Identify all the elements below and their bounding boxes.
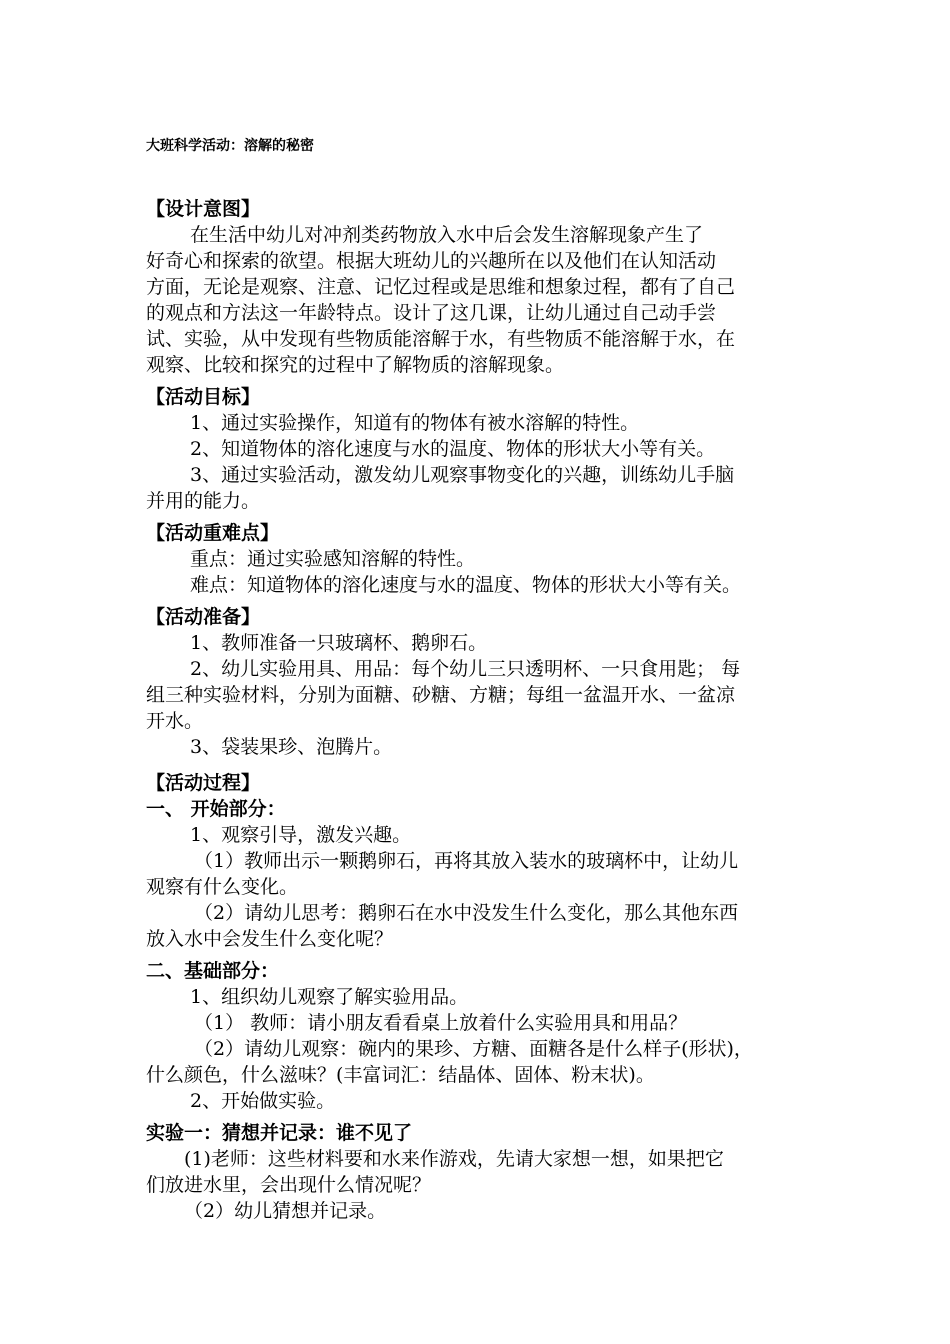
section-heading-prep: 【活动准备】 <box>146 606 261 628</box>
list-item: （2）幼儿猜想并记录。 <box>184 1200 387 1222</box>
list-item: 2、幼儿实验用具、用品：每个幼儿三只透明杯、一只食用匙； 每 <box>190 658 741 680</box>
paragraph-line: 观察、比较和探究的过程中了解物质的溶解现象。 <box>146 354 565 376</box>
list-item-continuation: 开水。 <box>146 710 204 732</box>
list-item: 1、通过实验操作，知道有的物体有被水溶解的特性。 <box>190 412 640 434</box>
section-heading-goals: 【活动目标】 <box>146 386 261 408</box>
list-item-continuation: 组三种实验材料，分别为面糖、砂糖、方糖；每组一盆温开水、一盆凉 <box>146 684 736 706</box>
list-item: 1、组织幼儿观察了解实验用品。 <box>190 986 469 1008</box>
subsection-heading-part2: 二、基础部分： <box>146 960 280 982</box>
list-item: (1)老师：这些材料要和水来作游戏，先请大家想一想，如果把它 <box>184 1148 724 1170</box>
paragraph-line: 好奇心和探索的欲望。根据大班幼儿的兴趣所在以及他们在认知活动 <box>146 250 717 272</box>
paragraph-line: 在生活中幼儿对冲剂类药物放入水中后会发生溶解现象产生了 <box>190 224 704 246</box>
list-item: （1） 教师：请小朋友看看桌上放着什么实验用具和用品？ <box>194 1012 688 1034</box>
list-item: 1、教师准备一只玻璃杯、鹅卵石。 <box>190 632 488 654</box>
list-item-continuation: 并用的能力。 <box>146 490 261 512</box>
paragraph-line: 的观点和方法这一年龄特点。设计了这几课，让幼儿通过自己动手尝 <box>146 302 717 324</box>
list-item: 难点：知道物体的溶化速度与水的温度、物体的形状大小等有关。 <box>190 574 742 596</box>
list-item-continuation: 放入水中会发生什么变化呢？ <box>146 928 394 950</box>
list-item: 1、观察引导，激发兴趣。 <box>190 824 412 846</box>
list-item: 2、开始做实验。 <box>190 1090 336 1112</box>
section-heading-process: 【活动过程】 <box>146 772 261 794</box>
section-heading-design: 【设计意图】 <box>146 198 261 220</box>
list-item: （2）请幼儿思考：鹅卵石在水中没发生什么变化，那么其他东西 <box>194 902 739 924</box>
subsection-heading-exp1: 实验一：猜想并记录：谁不见了 <box>146 1122 413 1144</box>
list-item-continuation: 什么颜色，什么滋味？(丰富词汇：结晶体、固体、粉末状)。 <box>146 1064 655 1086</box>
list-item: （2）请幼儿观察：碗内的果珍、方糖、面糖各是什么样子(形状)， <box>194 1038 753 1060</box>
subsection-heading-part1: 一、 开始部分： <box>146 798 286 820</box>
section-heading-keypoints: 【活动重难点】 <box>146 522 280 544</box>
paragraph-line: 试、实验，从中发现有些物质能溶解于水，有些物质不能溶解于水，在 <box>146 328 736 350</box>
paragraph-line: 方面，无论是观察、注意、记忆过程或是思维和想象过程，都有了自己 <box>146 276 736 298</box>
document-title: 大班科学活动：溶解的秘密 <box>146 138 314 154</box>
list-item: 2、知道物体的溶化速度与水的温度、物体的形状大小等有关。 <box>190 438 716 460</box>
list-item: 3、袋装果珍、泡腾片。 <box>190 736 393 758</box>
list-item-continuation: 们放进水里，会出现什么情况呢？ <box>146 1174 432 1196</box>
list-item: 3、通过实验活动，激发幼儿观察事物变化的兴趣，训练幼儿手脑 <box>190 464 735 486</box>
list-item-continuation: 观察有什么变化。 <box>146 876 299 898</box>
list-item: 重点：通过实验感知溶解的特性。 <box>190 548 476 570</box>
list-item: （1）教师出示一颗鹅卵石，再将其放入装水的玻璃杯中，让幼儿 <box>194 850 739 872</box>
document-body <box>146 196 816 1224</box>
